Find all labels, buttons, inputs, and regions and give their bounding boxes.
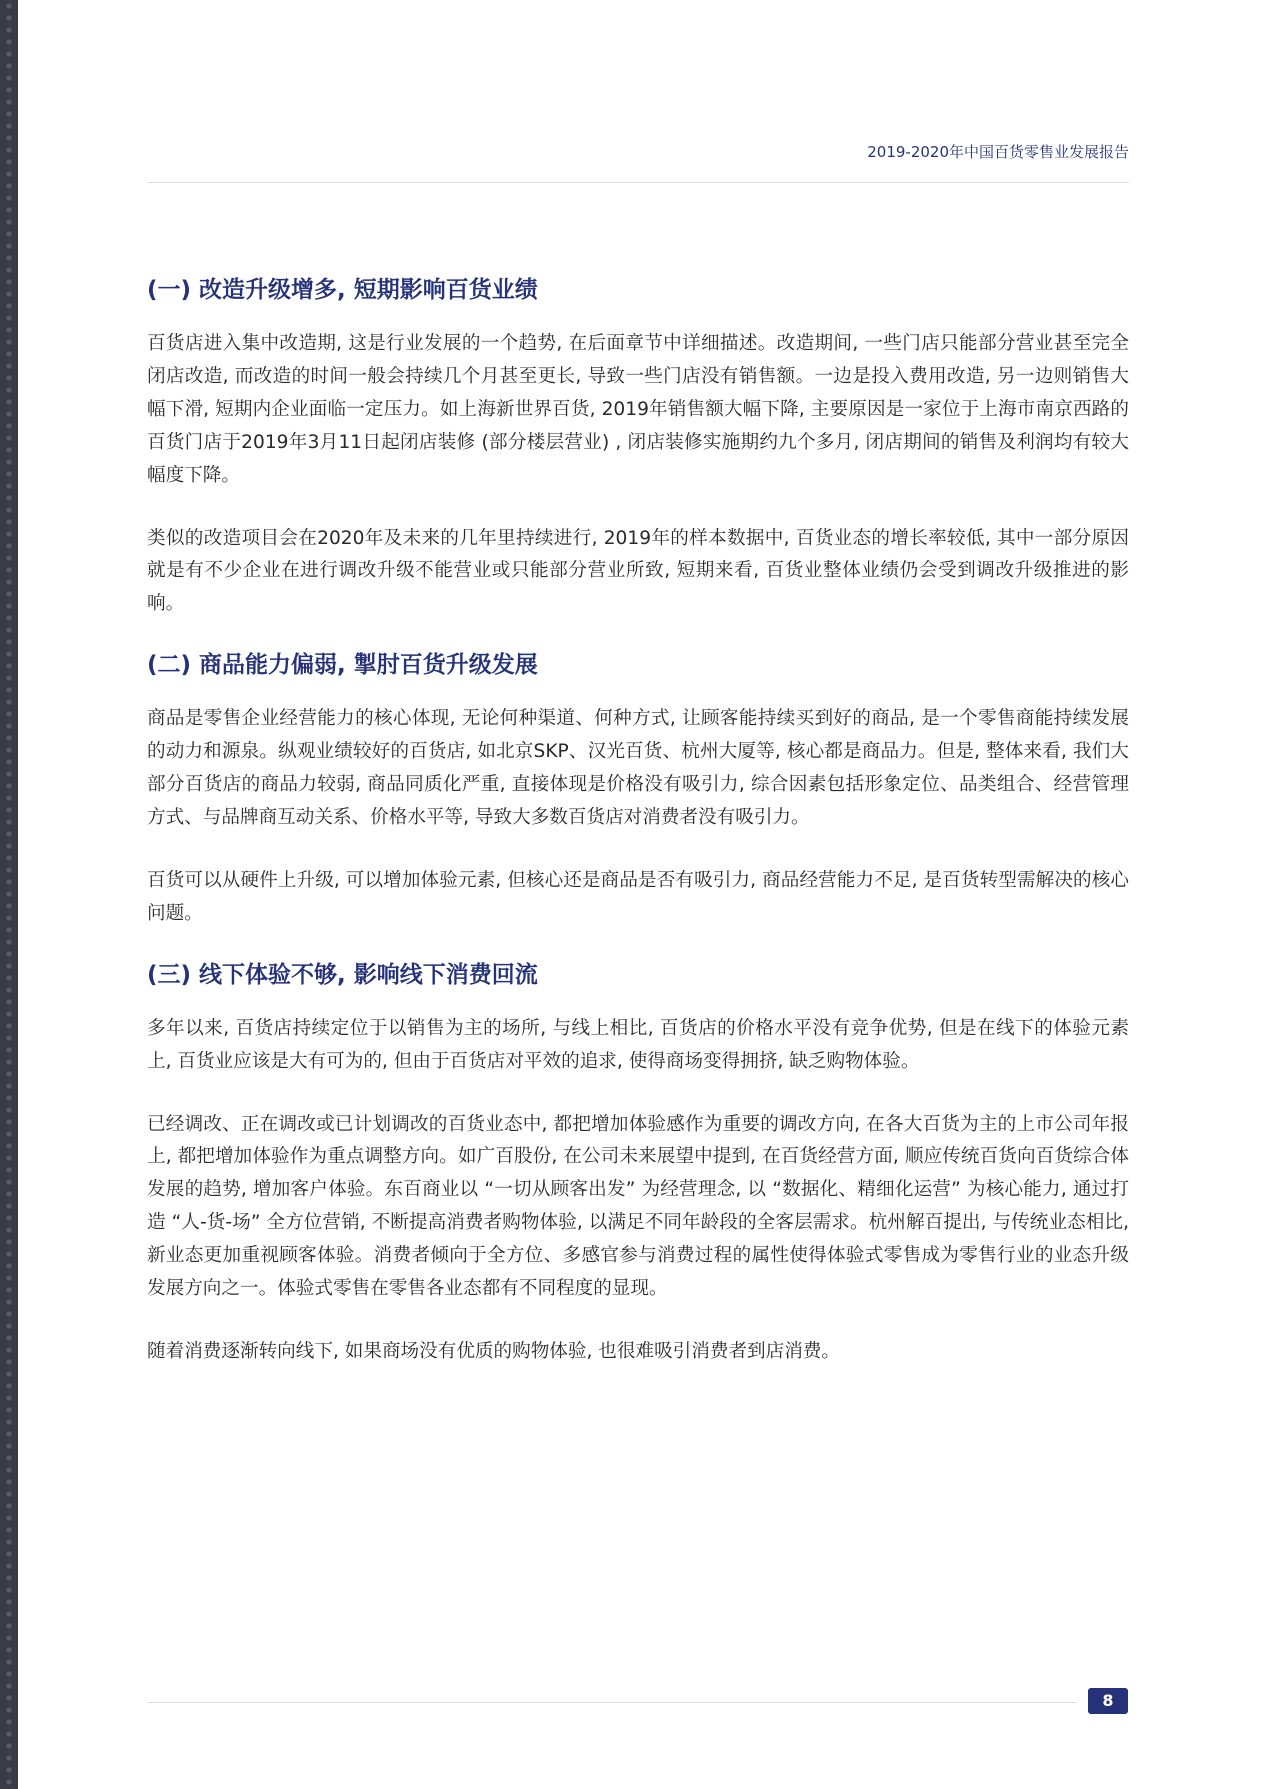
section-heading-3: (三) 线下体验不够, 影响线下消费回流 [147,961,538,988]
header-divider [147,182,1129,183]
section-3-paragraph-3: 随着消费逐渐转向线下, 如果商场没有优质的购物体验, 也很难吸引消费者到店消费。 [147,1340,841,1362]
page-content [147,270,1129,1369]
section-heading-2: (二) 商品能力偏弱, 掣肘百货升级发展 [147,652,538,679]
section-3-paragraph-1: 多年以来, 百货店持续定位于以销售为主的场所, 与线上相比, 百货店的价格水平没有竞争优势, 但是在线下的体验元素上, 百货业应该是大有可为的, 但由于百货店对平效的追求, 使得商场变得拥挤, 缺乏购物体验。 [147,1017,1129,1072]
report-header-title: 2019-2020年中国百货零售业发展报告 [867,143,1129,161]
footer-divider [147,1702,1077,1703]
section-2-paragraph-2: 百货可以从硬件上升级, 可以增加体验元素, 但核心还是商品是否有吸引力, 商品经营能力不足, 是百货转型需解决的核心问题。 [147,869,1129,924]
section-heading-1: (一) 改造升级增多, 短期影响百货业绩 [147,277,538,303]
section-3-paragraph-2: 已经调改、正在调改或已计划调改的百货业态中, 都把增加体验感作为重要的调改方向, 在各大百货为主的上市公司年报上, 都把增加体验作为重点调整方向。如广百股份, 在公司未来展望中提到, 在百货经营方面, 顺应传统百货向百货综合体发展的趋势, 增加客户体验。东百商业以 “一切从顾客出发” 为经营理念, 以 “数据化、精细化运营” 为核心能力, 通过打造 “人-货-场” 全方位营销, 不断提高消费者购物体验, 以满足不同年龄段的全客层需求。杭州解百提出, 与传统业态相比, 新业态更加重视顾客体验。消费者倾向于全方位、多感官参与消费过程的属性使得体验式零售成为零售行业的业态升级发展方向之一。体验式零售在零售各业态都有不同程度的显现。 [147,1113,1129,1300]
section-1-paragraph-2: 类似的改造项目会在2020年及未来的几年里持续进行, 2019年的样本数据中, 百货业态的增长率较低, 其中一部分原因就是有不少企业在进行调改升级不能营业或只能部分营业所致, 短期来看, 百货业整体业绩仍会受到调改升级推进的影响。 [147,527,1129,615]
page-number-badge: 8 [1088,1688,1128,1714]
section-2-paragraph-1: 商品是零售企业经营能力的核心体现, 无论何种渠道、何种方式, 让顾客能持续买到好的商品, 是一个零售商能持续发展的动力和源泉。纵观业绩较好的百货店, 如北京SKP、汉光百货、杭州大厦等, 核心都是商品力。但是, 整体来看, 我们大部分百货店的商品力较弱, 商品同质化严重, 直接体现是价格没有吸引力, 综合因素包括形象定位、品类组合、经营管理方式、与品牌商互动关系、价格水平等, 导致大多数百货店对消费者没有吸引力。 [147,708,1129,828]
section-1-paragraph-1: 百货店进入集中改造期, 这是行业发展的一个趋势, 在后面章节中详细描述。改造期间, 一些门店只能部分营业甚至完全闭店改造, 而改造的时间一般会持续几个月甚至更长, 导致一些门店没有销售额。一边是投入费用改造, 另一边则销售大幅下滑, 短期内企业面临一定压力。如上海新世界百货, 2019年销售额大幅下降, 主要原因是一家位于上海市南京西路的百货门店于2019年3月11日起闭店装修 (部分楼层营业) , 闭店装修实施期约九个多月, 闭店期间的销售及利润均有较大幅度下降。 [147,333,1129,486]
spiral-binding-strip [0,0,18,1789]
